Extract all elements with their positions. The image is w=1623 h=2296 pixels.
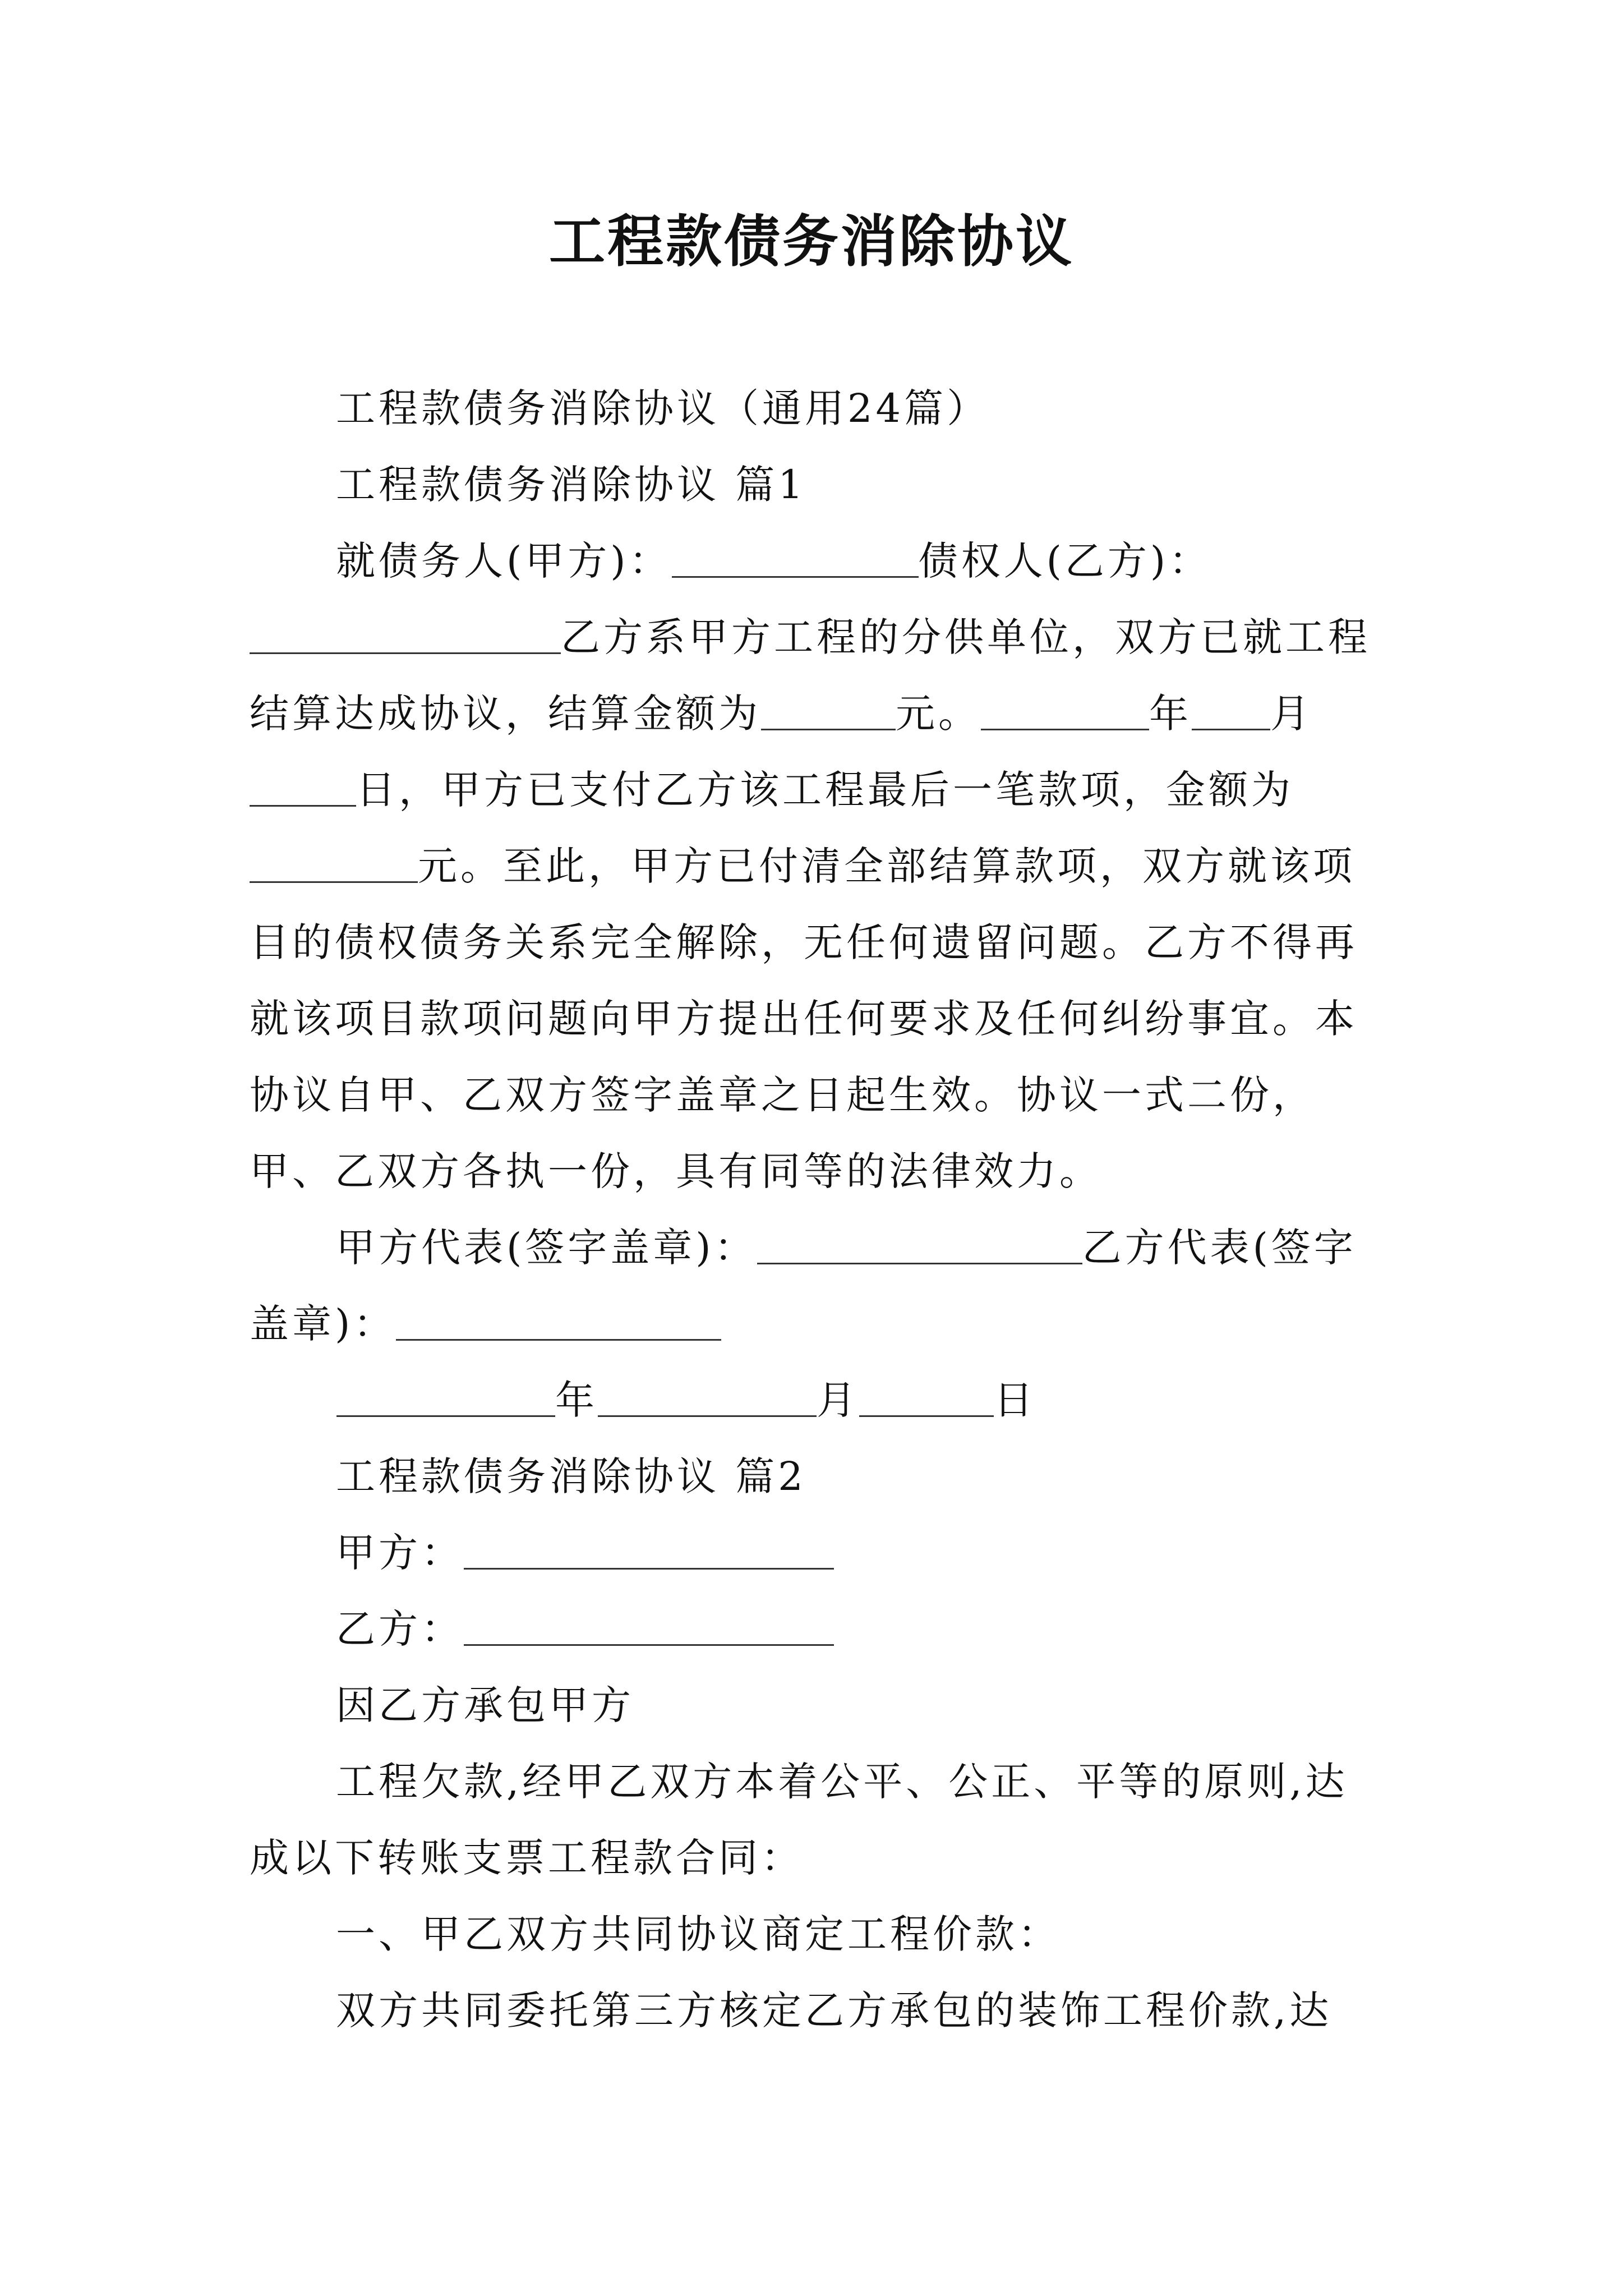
paragraph-text: 乙方系甲方工程的分供单位，双方已就工程结算达成协议，结算金额为 (250, 614, 1371, 737)
payment-amount-blank (250, 844, 418, 883)
party-a-line (250, 1515, 1380, 1591)
signature-blank-b (396, 1301, 721, 1341)
party-a-blank (464, 1530, 834, 1570)
amount-blank (761, 691, 896, 730)
paragraph-text: 月 (1270, 691, 1313, 737)
date-month-blank (598, 1378, 817, 1417)
date-month-label: 月 (817, 1377, 859, 1423)
item-1-heading: 一、甲乙双方共同协议商定工程价款： (336, 1911, 1061, 1957)
document-title: 工程款债务消除协议 (549, 208, 1074, 274)
signature-label-a: 甲方代表(签字盖章)： (336, 1225, 757, 1271)
date-line (250, 1362, 1380, 1438)
year-blank (981, 691, 1149, 730)
signature-label-b: 乙方代表(签字盖章)： (250, 1225, 1357, 1347)
signature-paragraph (250, 1209, 1380, 1362)
paragraph-text: 元。至此，甲方已付清全部结算款项，双方就该项目的债权债务关系完全解除，无任何遗留问题。乙方不得再就该项目款项问题向甲方提出任何要求及任何纠纷事宜。本协议自甲、乙双方签字盖章之日起生效。协议一式二份，甲、乙双方各执一份，具有同等的法律效力。 (250, 843, 1358, 1194)
paragraph-text: 元。 (896, 691, 981, 737)
document-subtitle: 工程款债务消除协议（通用24篇） (336, 385, 990, 431)
paragraph-text: 日，甲方已支付乙方该工程最后一笔款项，金额为 (356, 767, 1294, 813)
party-b-label: 乙方： (336, 1606, 464, 1652)
paragraph-text: 就债务人(甲方)： (336, 538, 672, 584)
date-year-blank (336, 1378, 555, 1417)
month-blank (1192, 691, 1270, 730)
paragraph-debt-release (250, 523, 1380, 1209)
party-b-blank (464, 1607, 834, 1646)
signature-blank-a (757, 1225, 1082, 1264)
contract-intro: 因乙方承包甲方 (336, 1682, 634, 1728)
section-heading-1: 工程款债务消除协议 篇1 (336, 462, 806, 508)
section-heading-2: 工程款债务消除协议 篇2 (336, 1453, 806, 1499)
paragraph-text: 债权人(乙方)： (918, 538, 1212, 584)
day-blank (250, 767, 356, 807)
debtor-blank (672, 539, 919, 578)
creditor-blank (250, 615, 561, 654)
paragraph-text: 年 (1149, 691, 1192, 737)
debt-paragraph: 工程欠款,经甲乙双方本着公平、公正、平等的原则,达成以下转账支票工程款合同： (250, 1759, 1348, 1881)
item-1-text: 双方共同委托第三方核定乙方承包的装饰工程价款,达 (336, 1987, 1332, 2033)
party-b-line (250, 1591, 1380, 1667)
date-year-label: 年 (555, 1377, 598, 1423)
date-day-label: 日 (994, 1377, 1036, 1423)
date-day-blank (859, 1378, 994, 1417)
party-a-label: 甲方： (336, 1530, 464, 1576)
document-body (250, 370, 1380, 2049)
